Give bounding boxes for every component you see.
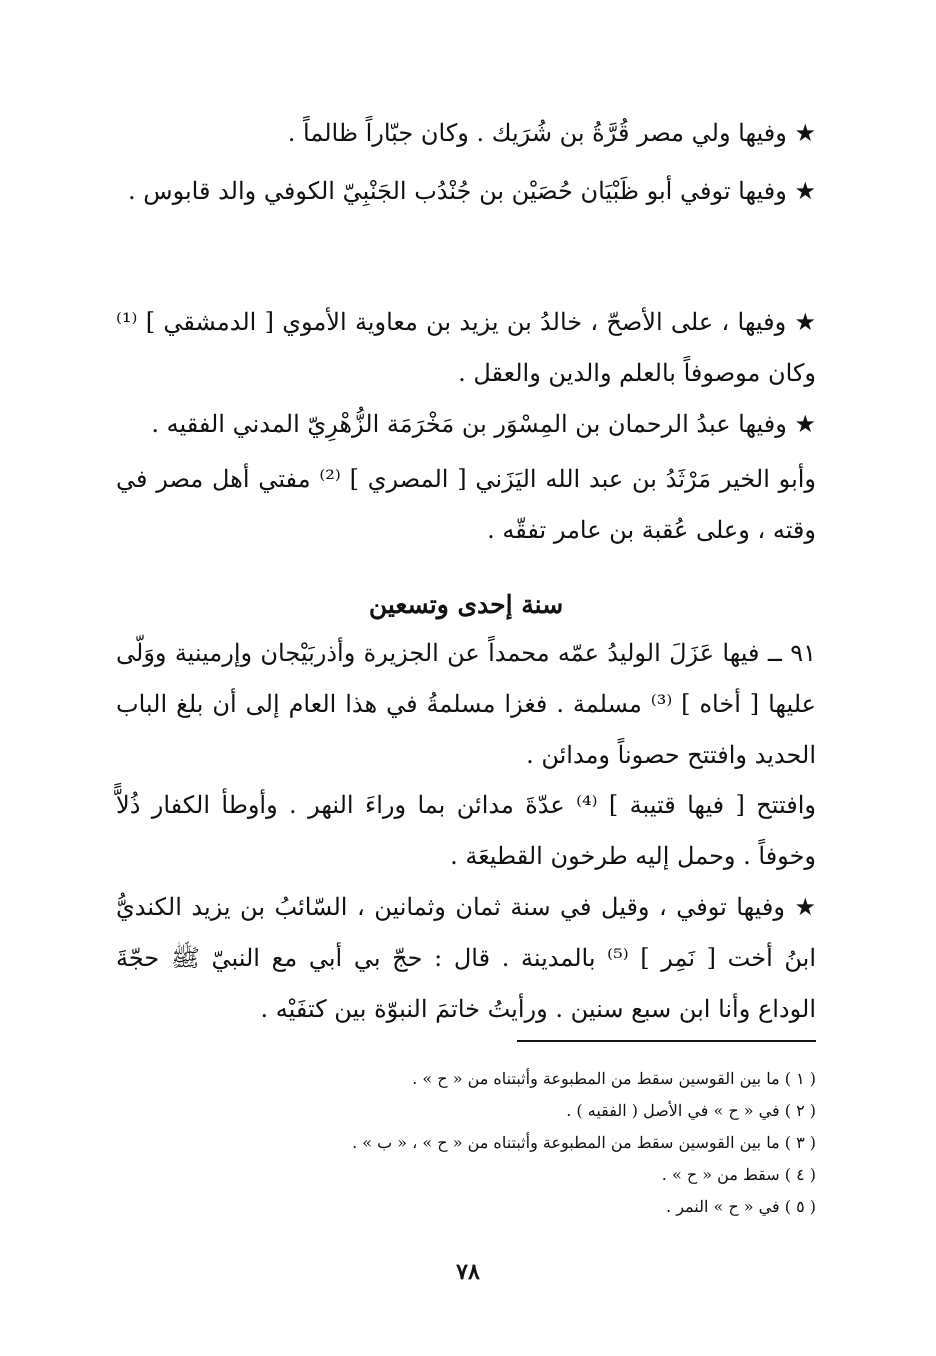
paragraph	[116, 628, 816, 781]
paragraph	[116, 166, 816, 217]
paragraph-text: ★ وفيها عبدُ الرحمان بن المِسْوَر بن مَخْرَمَة الزُّهْرِيّ المدني الفقيه .	[151, 410, 816, 438]
paragraph	[116, 399, 816, 450]
paragraph-text: وافتتح [ فيها قتيبة ] ⁽⁴⁾ عدّةَ مدائن بما وراءَ النهر . وأوطأ الكفار ذُلاًّ وخوفاً . وحمل إليه طرخون القطيعَة .	[116, 791, 816, 870]
page-number: ٧٨	[456, 1259, 480, 1285]
paragraph-text: ★ وفيها ولي مصر قُرَّةُ بن شُرَيك . وكان جبّاراً ظالماً .	[287, 119, 816, 147]
footnote: ( ٥ ) في « ح » النمر .	[666, 1197, 816, 1216]
footnotes	[300, 1063, 816, 1223]
section-title: سنة إحدى وتسعين	[368, 590, 564, 619]
footnote: ( ١ ) ما بين القوسين سقط من المطبوعة وأثبتناه من « ح » .	[412, 1069, 816, 1088]
footnote: ( ٤ ) سقط من « ح » .	[661, 1165, 816, 1184]
paragraph-text: ★ وفيها توفي ، وقيل في سنة ثمان وثمانين ، السّائبُ بن يزيد الكنديُّ ابنُ أخت [ نَمِر ] ⁽⁵⁾ بالمدينة . قال : حجّ بي أبي مع النبيّ ﷺ حجّةَ الوداع وأنا ابن سبع سنين . ورأيتُ خاتمَ النبوّة بين كتفَيْه .	[116, 893, 817, 1023]
paragraph	[116, 297, 816, 399]
paragraph	[116, 882, 816, 1035]
footnote: ( ٣ ) ما بين القوسين سقط من المطبوعة وأثبتناه من « ح » ، « ب » .	[352, 1133, 816, 1152]
footnote: ( ٢ ) في « ح » في الأصل ( الفقيه ) .	[566, 1101, 816, 1120]
footnote-separator	[517, 1040, 816, 1042]
paragraph-text: وأبو الخير مَرْثَدُ بن عبد الله اليَزَني [ المصري ] ⁽²⁾ مفتي أهل مصر في وقته ، وعلى عُقبة بن عامر تفقّه .	[116, 465, 817, 544]
paragraph	[116, 454, 816, 556]
paragraph-text: ٩١ ــ فيها عَزَلَ الوليدُ عمّه محمداً عن الجزيرة وأذربَيْجان وإرمينية ووَلّى عليها [ أخاه ] ⁽³⁾ مسلمة . فغزا مسلمةُ في هذا العام إلى أن بلغ الباب الحديد وافتتح حصوناً ومدائن .	[116, 639, 816, 769]
paragraph	[116, 780, 816, 882]
paragraph	[116, 108, 816, 159]
paragraph-text: ★ وفيها توفي أبو ظَبْيَان حُصَيْن بن جُنْدُب الجَنْبِيّ الكوفي والد قابوس .	[128, 177, 816, 205]
paragraph-text: ★ وفيها ، على الأصحّ ، خالدُ بن يزيد بن معاوية الأموي [ الدمشقي ] ⁽¹⁾ وكان موصوفاً بالعلم والدين والعقل .	[116, 308, 816, 387]
